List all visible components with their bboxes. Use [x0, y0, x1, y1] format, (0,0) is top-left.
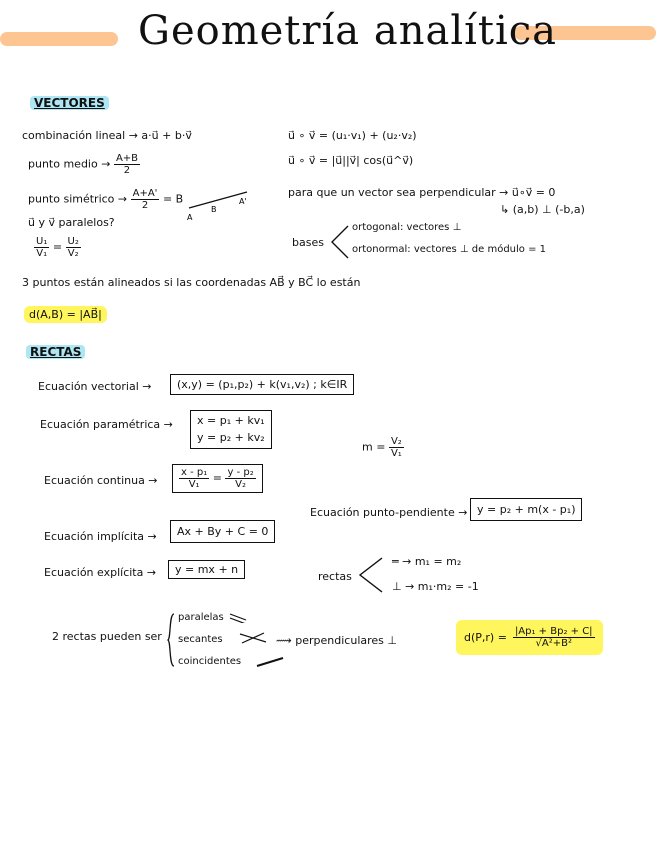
param-x: x = p₁ + kv₁	[197, 414, 265, 427]
dot-product-angle: u⃗ ∘ v⃗ = |u⃗||v⃗| cos(u⃗^v⃗)	[288, 154, 414, 167]
pp-eq-label: Ecuación punto-pendiente →	[310, 506, 468, 519]
perp-row	[288, 186, 555, 199]
ratio-v2: V₂	[67, 248, 79, 259]
option-coincidentes: coincidentes	[178, 656, 242, 667]
param-y: y = p₂ + kv₂	[197, 430, 265, 444]
seg-label-a: A	[187, 213, 193, 222]
perp-label: para que un vector sea perpendicular →	[288, 186, 509, 199]
mid-row	[28, 153, 140, 176]
perp-expr: u⃗∘v⃗ = 0	[511, 186, 556, 199]
expl-eq-expr: y = mx + n	[168, 560, 245, 579]
ratio-left	[34, 236, 49, 259]
two-lines-label: 2 rectas pueden ser	[52, 630, 162, 643]
sym-row	[28, 188, 183, 211]
cont-n1: x - p₁	[181, 467, 208, 478]
bases-label: bases	[292, 236, 324, 249]
slope-fraction	[389, 436, 404, 459]
comb-label: combinación lineal →	[22, 129, 138, 142]
rel-parallel: ═ → m₁ = m₂	[392, 555, 462, 568]
slope-num: V₂	[390, 436, 402, 447]
slope-m: m =	[362, 440, 386, 454]
bases-ortogonal: ortogonal: vectores ⊥	[352, 222, 462, 233]
perp-arrow-label: ⟿ perpendiculares ⊥	[276, 634, 397, 647]
dist-left: d(P,r) =	[464, 631, 507, 644]
sym-label: punto simétrico →	[28, 192, 128, 206]
mid-den: 2	[123, 165, 131, 176]
sym-den: 2	[141, 200, 149, 211]
seg-label-b: B	[211, 205, 217, 214]
option-paralelas: paralelas	[178, 612, 224, 623]
cont-eq-box	[172, 464, 263, 493]
sym-eq: = B	[162, 192, 184, 206]
ratio-u2: U₂	[67, 236, 79, 247]
mid-label: punto medio →	[28, 157, 111, 171]
ratio-eq: =	[52, 240, 63, 254]
ratio-u1: U₁	[36, 236, 48, 247]
seg-label-a2: A'	[239, 197, 247, 206]
mid-num: A+B	[115, 153, 139, 164]
slope-def	[362, 436, 404, 459]
sym-num: A+A'	[132, 188, 158, 199]
bases-bracket	[330, 224, 350, 260]
cont-n2: y - p₂	[227, 467, 254, 478]
aligned-points: 3 puntos están alineados si las coordenadas AB⃗ y BC⃗ lo están	[22, 276, 361, 289]
sym-fraction	[131, 188, 160, 211]
secant-lines-icon	[238, 630, 268, 646]
dist-den: √A²+B²	[535, 638, 572, 649]
cont-frac-x	[179, 467, 209, 490]
param-eq-label: Ecuación paramétrica →	[40, 418, 173, 431]
comb-row	[22, 129, 192, 142]
rel-perpendicular: ⊥ → m₁·m₂ = -1	[392, 580, 479, 593]
options-brace	[166, 612, 176, 668]
vec-eq-expr: (x,y) = (p₁,p₂) + k(v₁,v₂) ; k∈IR	[170, 374, 354, 395]
impl-eq-label: Ecuación implícita →	[44, 530, 157, 543]
dot-product-components: u⃗ ∘ v⃗ = (u₁·v₁) + (u₂·v₂)	[288, 129, 417, 142]
section-rectas: RECTAS	[26, 345, 85, 359]
option-secantes: secantes	[178, 634, 223, 645]
cont-eq-sign: =	[212, 471, 222, 485]
distance-points: d(A,B) = |AB⃗|	[24, 306, 107, 323]
dist-fraction	[513, 626, 595, 649]
ratio-right	[66, 236, 81, 259]
param-eq-box	[190, 410, 272, 449]
bases-ortonormal: ortonormal: vectores ⊥ de módulo = 1	[352, 244, 547, 255]
rectas-label: rectas	[318, 570, 352, 583]
segment-diagram	[185, 186, 255, 222]
perp-pair: ↳ (a,b) ⊥ (-b,a)	[500, 203, 585, 216]
cont-d1: V₁	[188, 479, 200, 490]
expl-eq-label: Ecuación explícita →	[44, 566, 157, 579]
parallel-lines-icon	[228, 611, 248, 623]
impl-eq-expr: Ax + By + C = 0	[170, 520, 275, 543]
comb-expr: a·u⃗ + b·v⃗	[141, 129, 192, 142]
distance-point-line	[456, 620, 603, 655]
dist-num: |Ap₁ + Bp₂ + C|	[514, 626, 593, 637]
title-left-stroke	[0, 32, 118, 46]
coincident-line-icon	[255, 654, 285, 668]
parallel-question: u⃗ y v⃗ paralelos?	[28, 216, 115, 229]
parallel-ratio	[34, 236, 81, 259]
mid-fraction	[114, 153, 140, 176]
page-title: Geometría analítica	[138, 8, 558, 54]
section-vectores: VECTORES	[30, 96, 109, 110]
pp-eq-expr: y = p₂ + m(x - p₁)	[470, 498, 582, 521]
slope-den: V₁	[390, 448, 402, 459]
cont-frac-y	[225, 467, 255, 490]
cont-d2: V₂	[235, 479, 247, 490]
ratio-v1: V₁	[36, 248, 48, 259]
rectas-bracket	[358, 556, 384, 594]
vec-eq-label: Ecuación vectorial →	[38, 380, 152, 393]
cont-eq-label: Ecuación continua →	[44, 474, 158, 487]
